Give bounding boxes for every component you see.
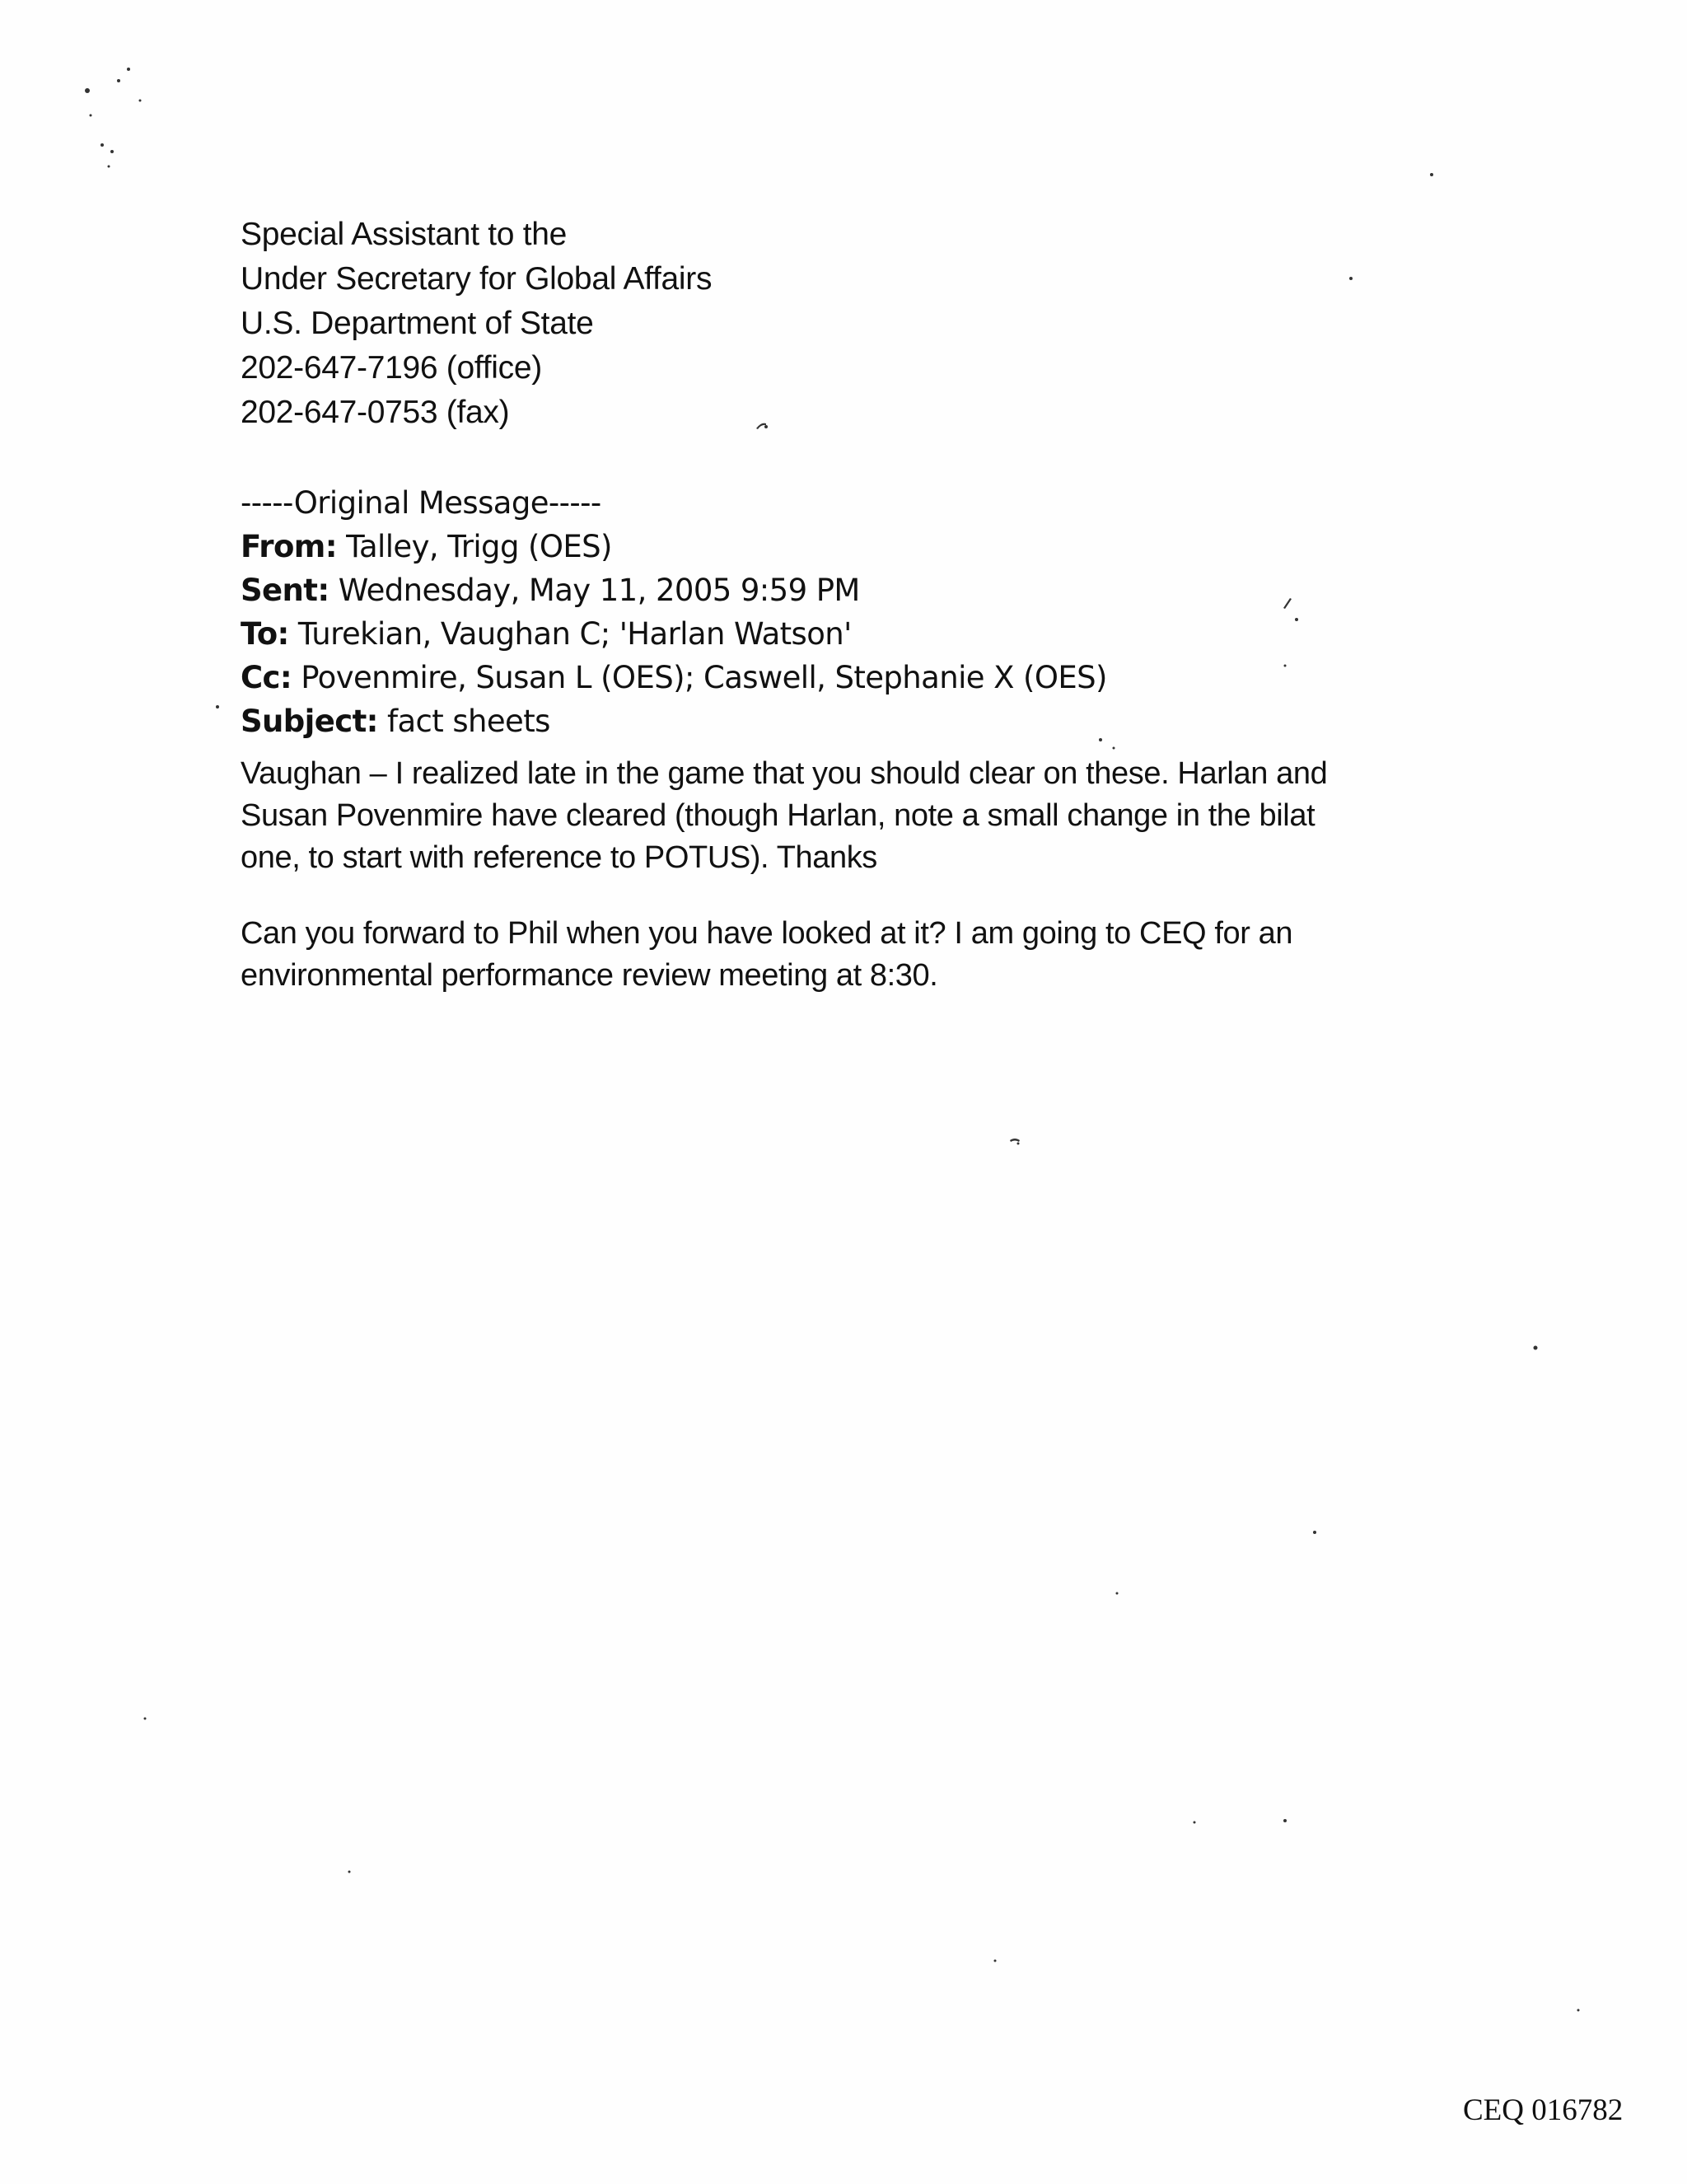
bates-number: CEQ 016782 bbox=[1463, 2093, 1624, 2127]
original-message-separator: -----Original Message----- bbox=[241, 485, 601, 521]
signature-block bbox=[241, 213, 712, 435]
to-label: To: bbox=[241, 616, 289, 652]
sent-line bbox=[241, 568, 1107, 612]
subject-value: fact sheets bbox=[387, 704, 550, 739]
sent-label: Sent: bbox=[241, 573, 329, 608]
from-value: Talley, Trigg (OES) bbox=[346, 529, 612, 564]
body-paragraph-1-line-2: Susan Povenmire have cleared (though Harlan, note a small change in the bilat bbox=[241, 798, 1315, 833]
from-label: From: bbox=[241, 529, 337, 564]
body-paragraph-2-line-1: Can you forward to Phil when you have looked at it? I am going to CEQ for an bbox=[241, 916, 1293, 951]
cc-line bbox=[241, 656, 1107, 699]
to-value: Turekian, Vaughan C; 'Harlan Watson' bbox=[297, 616, 852, 652]
body-paragraph-1-line-1: Vaughan – I realized late in the game that you should clear on these. Harlan and bbox=[241, 756, 1328, 791]
cc-value: Povenmire, Susan L (OES); Caswell, Stephanie X (OES) bbox=[301, 660, 1107, 695]
body-paragraph-2-line-2: environmental performance review meeting at 8:30. bbox=[241, 958, 938, 993]
from-line bbox=[241, 525, 1107, 568]
to-line bbox=[241, 612, 1107, 656]
message-body bbox=[241, 753, 1476, 1031]
signature-title-line-2: Under Secretary for Global Affairs bbox=[241, 261, 713, 297]
body-paragraph-1-line-3: one, to start with reference to POTUS). Thanks bbox=[241, 840, 877, 875]
cc-label: Cc: bbox=[241, 660, 292, 695]
subject-label: Subject: bbox=[241, 704, 378, 739]
body-paragraph-2 bbox=[241, 913, 1476, 997]
signature-title-line-1: Special Assistant to the bbox=[241, 217, 568, 252]
subject-line bbox=[241, 699, 1107, 743]
signature-department: U.S. Department of State bbox=[241, 306, 594, 341]
sent-value: Wednesday, May 11, 2005 9:59 PM bbox=[338, 573, 860, 608]
signature-fax: 202-647-0753 (fax) bbox=[241, 395, 510, 430]
original-message-header bbox=[241, 481, 1107, 743]
signature-office-phone: 202-647-7196 (office) bbox=[241, 350, 542, 386]
body-paragraph-1 bbox=[241, 753, 1476, 879]
